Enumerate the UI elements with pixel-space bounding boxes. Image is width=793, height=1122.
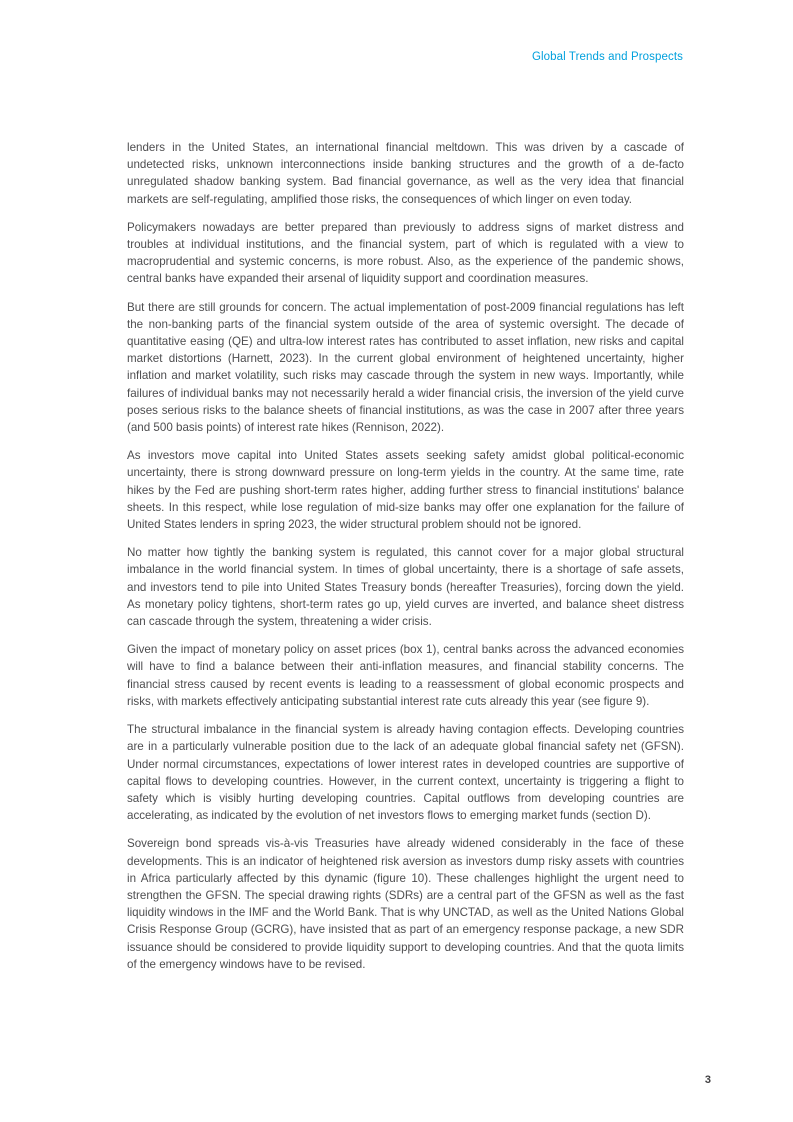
page-content — [127, 139, 684, 984]
body-paragraph: Sovereign bond spreads vis-à-vis Treasuries have already widened considerably in the face of these developments. This is an indicator of heightened risk aversion as investors dump risky assets with countries in Africa particularly affected by this dynamic (figure 10). These challenges highlight the urgent need to strengthen the GFSN. The special drawing rights (SDRs) are a central part of the GFSN as well as the fast liquidity windows in the IMF and the World Bank. That is why UNCTAD, as well as the United Nations Global Crisis Response Group (GCRG), have insisted that as part of an emergency response package, a new SDR issuance should be considered to provide liquidity support to developing countries. And that the quota limits of the emergency windows have to be revised. — [127, 837, 684, 971]
body-paragraph: No matter how tightly the banking system is regulated, this cannot cover for a major global structural imbalance in the world financial system. In times of global uncertainty, there is a shortage of safe assets, and investors tend to pile into United States Treasury bonds (hereafter Treasuries), forcing down the yield. As monetary policy tightens, short-term rates go up, yield curves are inverted, and balance sheet distress can cascade through the system, threatening a wider crisis. — [127, 546, 684, 629]
running-header: Global Trends and Prospects — [531, 51, 683, 63]
body-paragraph: Given the impact of monetary policy on asset prices (box 1), central banks across the advanced economies will have to find a balance between their anti-inflation measures, and financial stability concerns. The financial stress caused by recent events is leading to a reassessment of global economic prospects and risks, with markets effectively anticipating substantial interest rate cuts already this year (see figure 9). — [127, 643, 684, 708]
body-paragraph: The structural imbalance in the financial system is already having contagion effects. Developing countries are in a particularly vulnerable position due to the lack of an adequate global financial safety net (GFSN). Under normal circumstances, expectations of lower interest rates in developed countries are supportive of capital flows to developing countries. However, in the current context, uncertainty is triggering a flight to safety which is visibly hurting developing countries. Capital outflows from developing countries are accelerating, as indicated by the evolution of net investors flows to emerging market funds (section D). — [127, 723, 684, 823]
body-paragraph: As investors move capital into United States assets seeking safety amidst global political-economic uncertainty, there is strong downward pressure on long-term yields in the country. At the same time, rate hikes by the Fed are pushing short-term rates higher, adding further stress to financial institutions' balance sheets. In this respect, while lose regulation of mid-size banks may offer one explanation for the failure of United States lenders in spring 2023, the wider structural problem should not be ignored. — [127, 449, 684, 532]
page-number: 3 — [704, 1074, 711, 1086]
body-paragraph: lenders in the United States, an international financial meltdown. This was driven by a cascade of undetected risks, unknown interconnections inside banking structures and the growth of a de-facto unregulated shadow banking system. Bad financial governance, as well as the very idea that financial markets are self-regulating, amplified those risks, the consequences of which linger on even today. — [127, 141, 684, 206]
body-paragraph: Policymakers nowadays are better prepared than previously to address signs of market distress and troubles at individual institutions, and the financial system, part of which is regulated with a view to macroprudential and systemic concerns, is more robust. Also, as the experience of the pandemic shows, central banks have expanded their arsenal of liquidity support and coordination measures. — [127, 220, 684, 286]
body-paragraph: But there are still grounds for concern. The actual implementation of post-2009 financial regulations has left the non-banking parts of the financial system outside of the area of systemic oversight. The decade of quantitative easing (QE) and ultra-low interest rates has contributed to asset inflation, new risks and capital market distortions (Harnett, 2023). In the current global environment of heightened uncertainty, higher inflation and market volatility, such risks may cascade through the system in new ways. Importantly, while failures of individual banks may not necessarily herald a wider financial crisis, the inversion of the yield curve poses serious risks to the balance sheets of financial institutions, as was the case in 2007 after three years (and 500 basis points) of interest rate hikes (Rennison, 2022). — [127, 300, 684, 435]
